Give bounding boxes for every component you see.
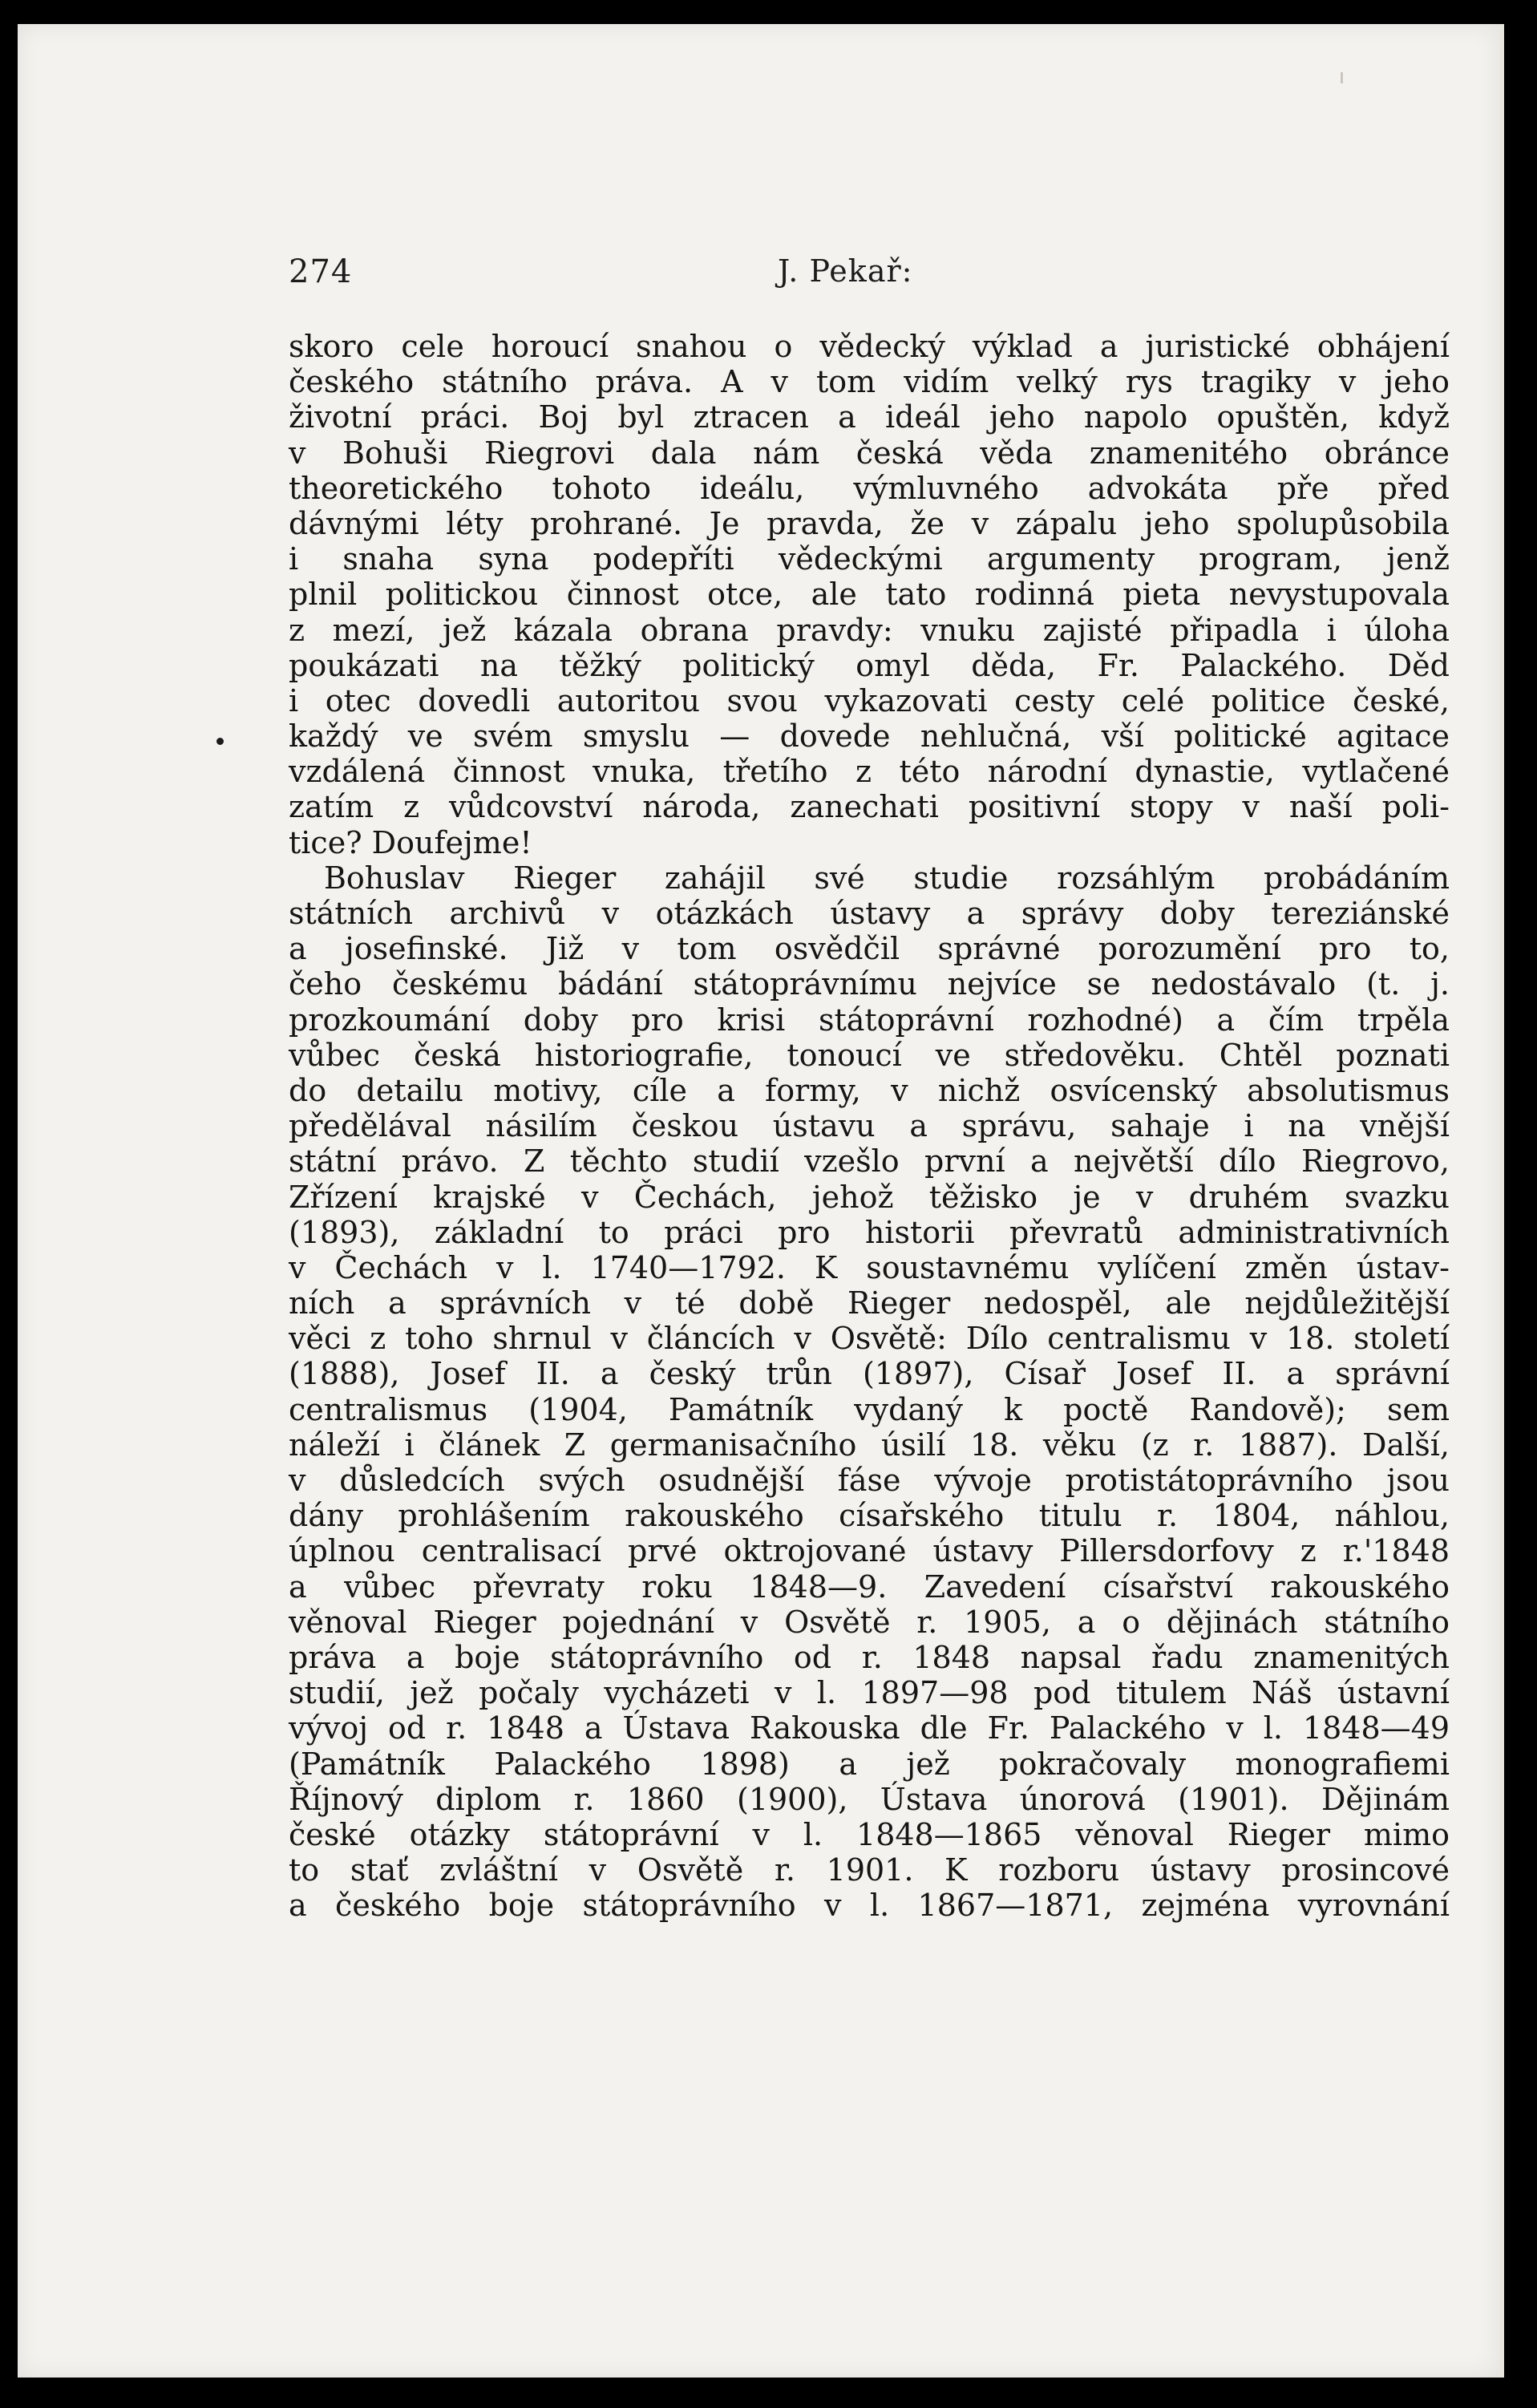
text-line: to stať zvláštní v Osvětě r. 1901. K rozboru ústavy prosincové xyxy=(289,1852,1450,1888)
text-line: předělával násilím českou ústavu a správu, sahaje i na vnější xyxy=(289,1108,1450,1144)
text-line: dávnými léty prohrané. Je pravda, že v zápalu jeho spolupůsobila xyxy=(289,505,1450,541)
text-line: v Čechách v l. 1740—1792. K soustavnému vylíčení změn ústav- xyxy=(289,1249,1450,1285)
text-line: českého státního práva. A v tom vidím velký rys tragiky v jeho xyxy=(289,364,1450,400)
page-header xyxy=(18,253,1499,302)
text-line: (Památník Palackého 1898) a jež pokračovaly monografiemi xyxy=(289,1746,1450,1782)
text-line: studií, jež počaly vycházeti v l. 1897—98 pod titulem Náš ústavní xyxy=(289,1675,1450,1711)
text-line: životní práci. Boj byl ztracen a ideál jeho napolo opuštěn, když xyxy=(289,399,1450,435)
text-line: do detailu motivy, cíle a formy, v nichž osvícenský absolutismus xyxy=(289,1072,1450,1108)
text-line: náleží i článek Z germanisačního úsilí 18. věku (z r. 1887). Další, xyxy=(289,1427,1450,1463)
running-head: J. Pekař: xyxy=(778,253,913,289)
text-line: centralismus (1904, Památník vydaný k poctě Randově); sem xyxy=(289,1391,1450,1427)
text-line: zatím z vůdcovství národa, zanechati positivní stopy v naší poli- xyxy=(289,789,1450,825)
text-line: věnoval Rieger pojednání v Osvětě r. 1905, a o dějinách státního xyxy=(289,1604,1450,1640)
text-line: každý ve svém smyslu — dovede nehlučná, vší politické agitace xyxy=(289,718,1450,755)
text-line: vůbec česká historiografie, tonoucí ve středověku. Chtěl poznati xyxy=(289,1037,1450,1073)
text-line: theoretického tohoto ideálu, výmluvného advokáta pře před xyxy=(289,470,1450,506)
scan-artifact xyxy=(1341,72,1343,83)
text-line: plnil politickou činnost otce, ale tato rodinná pieta nevystupovala xyxy=(289,577,1450,613)
text-line: Říjnový diplom r. 1860 (1900), Ústava únorová (1901). Dějinám xyxy=(289,1781,1450,1817)
text-line: práva a boje státoprávního od r. 1848 napsal řadu znamenitých xyxy=(289,1639,1450,1675)
body-text xyxy=(289,329,1450,1923)
text-line: Zřízení krajské v Čechách, jehož těžisko je v druhém svazku xyxy=(289,1179,1450,1215)
text-line: (1893), základní to práci pro historii převratů administrativních xyxy=(289,1214,1450,1250)
text-line: vzdálená činnost vnuka, třetího z této národní dynastie, vytlačené xyxy=(289,754,1450,790)
text-line: vývoj od r. 1848 a Ústava Rakouska dle Fr. Palackého v l. 1848—49 xyxy=(289,1710,1450,1746)
margin-dot-mark xyxy=(216,738,224,745)
text-line: i snaha syna podepříti vědeckými argumenty program, jenž xyxy=(289,541,1450,577)
text-line: čeho českému bádání státoprávnímu nejvíce se nedostávalo (t. j. xyxy=(289,966,1450,1002)
book-page xyxy=(18,24,1504,2378)
text-line: poukázati na těžký politický omyl děda, Fr. Palackého. Děd xyxy=(289,647,1450,683)
page-number: 274 xyxy=(289,253,353,290)
text-line: v důsledcích svých osudnější fáse vývoje protistátoprávního jsou xyxy=(289,1463,1450,1498)
text-line: prozkoumání doby pro krisi státoprávní rozhodné) a čím trpěla xyxy=(289,1002,1450,1038)
text-line: ních a správních v té době Rieger nedospěl, ale nejdůležitější xyxy=(289,1285,1450,1321)
text-line: i otec dovedli autoritou svou vykazovati cesty celé politice české, xyxy=(289,682,1450,718)
text-line: v Bohuši Riegrovi dala nám česká věda znamenitého obránce xyxy=(289,435,1450,471)
text-line: a vůbec převraty roku 1848—9. Zavedení císařství rakouského xyxy=(289,1568,1450,1605)
text-line: státní právo. Z těchto studií vzešlo první a největší dílo Riegrovo, xyxy=(289,1143,1450,1180)
text-line: a josefinské. Již v tom osvědčil správné porozumění pro to, xyxy=(289,931,1450,967)
text-line: české otázky státoprávní v l. 1848—1865 věnoval Rieger mimo xyxy=(289,1816,1450,1852)
text-line: dány prohlášením rakouského císařského titulu r. 1804, náhlou, xyxy=(289,1498,1450,1534)
text-line: skoro cele horoucí snahou o vědecký výklad a juristické obhájení xyxy=(289,329,1450,364)
text-line: (1888), Josef II. a český trůn (1897), Císař Josef II. a správní xyxy=(289,1356,1450,1392)
text-line: z mezí, jež kázala obrana pravdy: vnuku zajisté připadla i úloha xyxy=(289,612,1450,648)
text-line: tice? Doufejme! xyxy=(289,824,532,860)
text-line: věci z toho shrnul v článcích v Osvětě: Dílo centralismu v 18. století xyxy=(289,1321,1450,1357)
text-line: Bohuslav Rieger zahájil své studie rozsáhlým probádáním xyxy=(324,860,1450,896)
text-line: státních archivů v otázkách ústavy a správy doby tereziánské xyxy=(289,896,1450,931)
text-line: úplnou centralisací prvé oktrojované ústavy Pillersdorfovy z r.'1848 xyxy=(289,1533,1450,1569)
text-line: a českého boje státoprávního v l. 1867—1871, zejména vyrovnání xyxy=(289,1888,1450,1924)
